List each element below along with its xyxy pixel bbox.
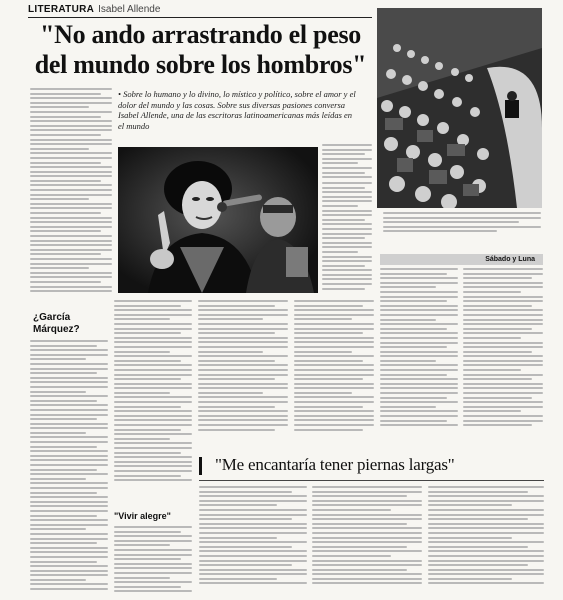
top-rule [28,17,372,18]
article-deck: • Sobre lo humano y lo divino, lo místico y político, sobre el amor y el dolor del mundo y las cosas. Sobre sus diversas pasiones conversa Isabel Allende, una de las escritoras latinoamericanas más leídas en el mundo [118,89,356,131]
main-headline: "No ando arrastrando el peso del mundo sobre los hombros" [34,20,367,79]
body-column-mid-2 [198,300,288,445]
audience-photo-caption [383,212,541,235]
body-column-mid-3 [294,300,374,445]
body-column-left-bottom [30,340,108,595]
sidebar-box-header: Sábado y Luna [380,254,543,265]
section-label [28,4,160,15]
article2-column-1 [199,486,307,594]
article2-column-2 [312,486,422,594]
section-name: LITERATURA [28,4,95,15]
second-headline: "Me encantaría tener piernas largas" [215,455,455,474]
second-headline-rule [199,480,544,481]
subhead-vivir-alegre: "Vivir alegre" [114,511,171,521]
author-photo-illustration [118,147,318,293]
body-column-mid-1-bottom [114,526,192,596]
audience-photo-illustration [377,8,542,208]
body-column-right-top [322,144,372,180]
body-column-right [322,182,372,297]
article2-column-3 [428,486,544,594]
sidebar-box-column-right [463,268,543,448]
subhead-garcia-marquez: ¿García Márquez? [33,312,80,335]
section-author: Isabel Allende [98,4,161,15]
audience-photo [377,8,542,208]
body-column-mid-1 [114,300,192,505]
body-column-left-top [30,88,112,303]
sidebar-box-column-left [380,268,458,448]
second-headline-bar [199,457,202,475]
author-photo [118,147,318,293]
